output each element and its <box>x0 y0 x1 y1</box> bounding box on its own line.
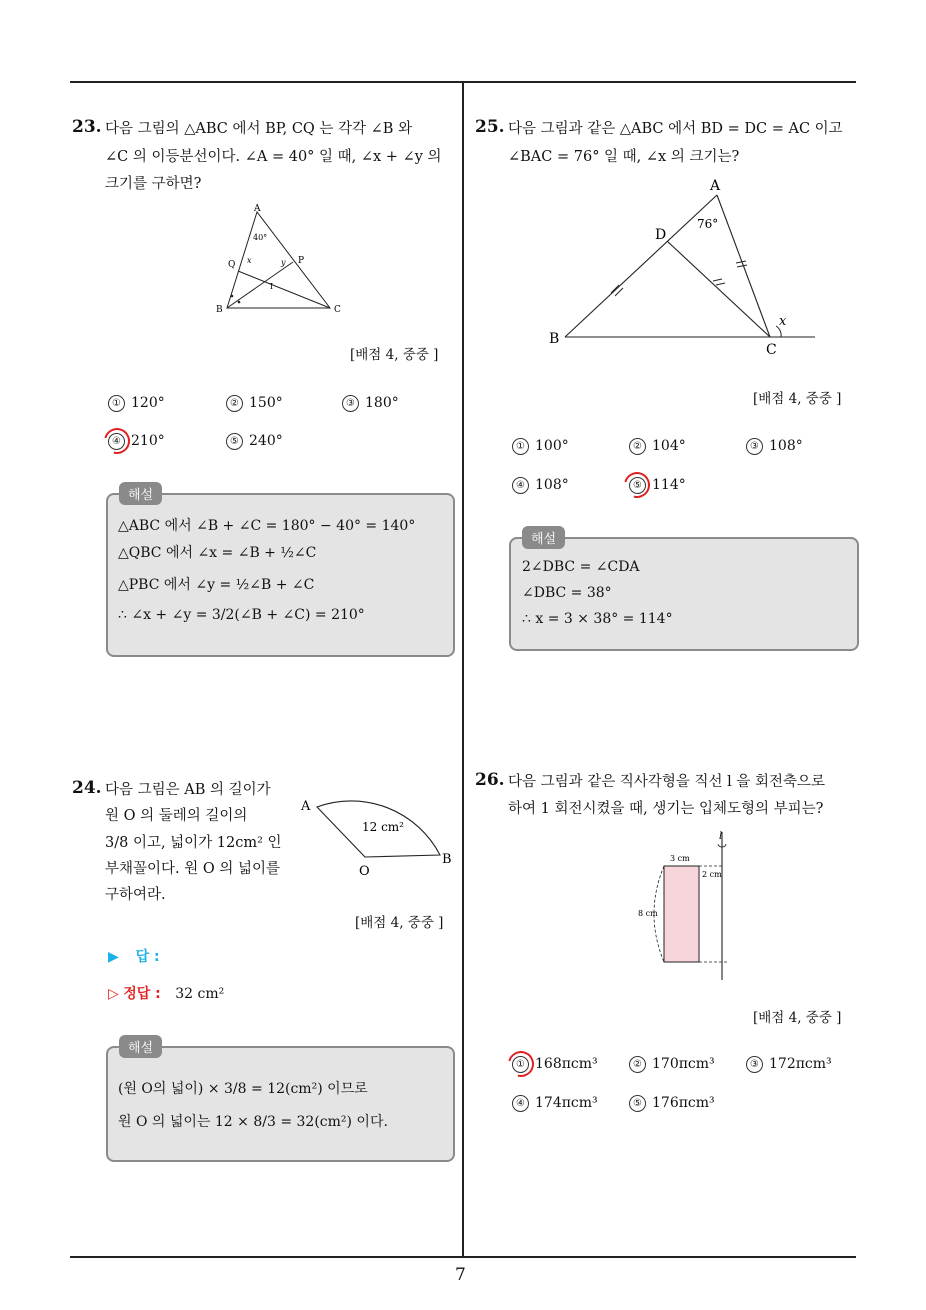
q24-label-O: O <box>359 864 370 879</box>
q25-choice-2[interactable] <box>629 438 686 455</box>
q25-label-A: A <box>710 178 721 194</box>
q23-explain-line2: △QBC 에서 ∠x = ∠B + ½∠C <box>118 545 317 561</box>
q25-label-x: x <box>779 314 787 329</box>
q23-explain-line3: △PBC 에서 ∠y = ½∠B + ∠C <box>118 577 315 593</box>
q25-choice-1[interactable] <box>512 438 569 455</box>
q23-number: 23. <box>72 117 102 137</box>
q25-choice-3-label: 108° <box>769 438 803 454</box>
q23-text-line2: ∠C 의 이등분선이다. ∠A = 40° 일 때, ∠x + ∠y 의 <box>105 149 442 165</box>
q24-text-line2: 원 O 의 둘레의 길이의 <box>105 808 248 824</box>
q23-choice-4-marker: ④ <box>108 433 125 450</box>
q26-rectangle-figure <box>630 830 740 985</box>
q23-triangle-figure <box>210 200 360 320</box>
q23-choice-4-label: 210° <box>131 433 165 449</box>
q26-text-line2: 하여 1 회전시켰을 때, 생기는 입체도형의 부피는? <box>508 801 824 817</box>
q26-text-line1: 다음 그림과 같은 직사각형을 직선 l 을 회전축으로 <box>508 774 826 790</box>
q26-choice-4-marker: ④ <box>512 1095 529 1112</box>
q24-text-line4: 부채꼴이다. 원 O 의 넓이를 <box>105 861 281 877</box>
q23-choice-1[interactable] <box>108 395 165 412</box>
q24-text-line3: 3/8 이고, 넓이가 12cm² 인 <box>105 835 282 851</box>
q24-text-line1: 다음 그림은 AB 의 길이가 <box>105 782 271 798</box>
q23-explain-line4: ∴ ∠x + ∠y = 3/2(∠B + ∠C) = 210° <box>118 607 365 623</box>
q23-meta: [배점 4, 중중 ] <box>350 347 439 363</box>
q23-label-angle: 40° <box>253 233 268 242</box>
q23-choice-2-label: 150° <box>249 395 283 411</box>
q25-label-angle: 76° <box>697 217 719 231</box>
q25-explanation-tag: 해설 <box>522 526 565 549</box>
q25-choice-5-marker: ⑤ <box>629 477 646 494</box>
q23-choice-1-label: 120° <box>131 395 165 411</box>
q25-choice-4-label: 108° <box>535 477 569 493</box>
q23-choice-3-marker: ③ <box>342 395 359 412</box>
q23-label-P: P <box>298 256 305 266</box>
q25-label-C: C <box>766 342 777 358</box>
q26-label-h: 8 cm <box>638 909 658 918</box>
q26-choice-3-label: 172πcm³ <box>769 1056 832 1072</box>
q26-choice-3-marker: ③ <box>746 1056 763 1073</box>
q23-choice-2-marker: ② <box>226 395 243 412</box>
q25-selected-mark <box>619 467 655 503</box>
q24-explanation-box <box>106 1046 455 1162</box>
q23-text-line1: 다음 그림의 △ABC 에서 BP, CQ 는 각각 ∠B 와 <box>105 121 413 137</box>
page-number: 7 <box>455 1265 466 1285</box>
q23-choice-5[interactable] <box>226 433 283 450</box>
q24-correct-row <box>108 983 224 1003</box>
q23-explain-line1: △ABC 에서 ∠B + ∠C = 180° − 40° = 140° <box>118 518 416 534</box>
q25-number: 25. <box>475 117 505 137</box>
q25-triangle-figure <box>545 175 825 360</box>
q23-label-x: x <box>247 256 252 265</box>
q26-choice-5[interactable] <box>629 1095 715 1112</box>
q23-choice-2[interactable] <box>226 395 283 412</box>
q26-choice-5-marker: ⑤ <box>629 1095 646 1112</box>
q26-choice-4-label: 174πcm³ <box>535 1095 598 1111</box>
q26-label-gap: 2 cm <box>702 870 722 879</box>
q24-label-area: 12 cm² <box>362 820 404 834</box>
q25-explain-line3: ∴ x = 3 × 38° = 114° <box>522 611 673 627</box>
q23-label-I: I <box>270 282 274 291</box>
q26-number: 26. <box>475 770 505 790</box>
q23-label-y: y <box>281 258 286 267</box>
q25-choice-2-label: 104° <box>652 438 686 454</box>
q26-selected-mark <box>503 1046 539 1082</box>
q23-label-B: B <box>216 305 223 315</box>
q24-correct-value: 32 cm² <box>175 986 225 1002</box>
q25-choice-1-marker: ① <box>512 438 529 455</box>
q25-label-D: D <box>655 227 667 243</box>
q24-text-line5: 구하여라. <box>105 887 166 903</box>
q24-explanation-tag: 해설 <box>119 1035 162 1058</box>
q26-choice-2[interactable] <box>629 1056 715 1073</box>
q24-answer-arrow-icon: ▶ <box>108 949 119 965</box>
q25-choice-1-label: 100° <box>535 438 569 454</box>
q25-text-line1: 다음 그림과 같은 △ABC 에서 BD = DC = AC 이고 <box>508 121 843 137</box>
q24-number: 24. <box>72 778 102 798</box>
q24-meta: [배점 4, 중중 ] <box>355 915 444 931</box>
q26-choice-2-label: 170πcm³ <box>652 1056 715 1072</box>
q26-label-l: l <box>719 831 723 842</box>
q25-choice-4[interactable] <box>512 477 569 494</box>
q24-explain-line1: (원 O의 넓이) × 3/8 = 12(cm²) 이므로 <box>118 1081 368 1097</box>
q23-choice-3[interactable] <box>342 395 399 412</box>
q26-choice-1-marker: ① <box>512 1056 529 1073</box>
q24-label-A: A <box>301 799 311 814</box>
q23-label-C: C <box>334 305 341 315</box>
q23-label-Q: Q <box>228 260 236 270</box>
q25-meta: [배점 4, 중중 ] <box>753 391 842 407</box>
q25-choice-4-marker: ④ <box>512 477 529 494</box>
q25-text-line2: ∠BAC = 76° 일 때, ∠x 의 크기는? <box>508 149 740 165</box>
q23-selected-mark <box>99 423 135 459</box>
q24-label-B: B <box>442 852 452 867</box>
q24-answer-row[interactable] <box>108 946 160 966</box>
q23-text-line3: 크기를 구하면? <box>105 176 202 192</box>
q25-explain-line1: 2∠DBC = ∠CDA <box>522 559 640 575</box>
q23-choice-5-marker: ⑤ <box>226 433 243 450</box>
q26-label-w: 3 cm <box>670 854 690 863</box>
q25-choice-3[interactable] <box>746 438 803 455</box>
q23-label-A: A <box>254 204 261 214</box>
q23-choice-3-label: 180° <box>365 395 399 411</box>
q25-choice-5-label: 114° <box>652 477 686 493</box>
q26-choice-3[interactable] <box>746 1056 832 1073</box>
q26-choice-2-marker: ② <box>629 1056 646 1073</box>
q24-correct-arrow-icon: ▷ <box>108 986 119 1002</box>
q26-choice-5-label: 176πcm³ <box>652 1095 715 1111</box>
q26-choice-4[interactable] <box>512 1095 598 1112</box>
q24-explain-line2: 원 O 의 넓이는 12 × 8/3 = 32(cm²) 이다. <box>118 1114 388 1130</box>
q24-answer-label: 답 : <box>135 949 160 965</box>
q25-explain-line2: ∠DBC = 38° <box>522 585 612 601</box>
bottom-rule <box>70 1256 856 1258</box>
q25-choice-3-marker: ③ <box>746 438 763 455</box>
q25-label-B: B <box>549 331 560 347</box>
q26-meta: [배점 4, 중중 ] <box>753 1010 842 1026</box>
q23-explanation-tag: 해설 <box>119 482 162 505</box>
column-divider <box>462 82 464 1257</box>
q25-choice-2-marker: ② <box>629 438 646 455</box>
q23-choice-1-marker: ① <box>108 395 125 412</box>
q23-choice-5-label: 240° <box>249 433 283 449</box>
q26-choice-1-label: 168πcm³ <box>535 1056 598 1072</box>
q24-sector-figure <box>295 775 460 880</box>
q24-correct-label: 정답 : <box>123 986 161 1002</box>
